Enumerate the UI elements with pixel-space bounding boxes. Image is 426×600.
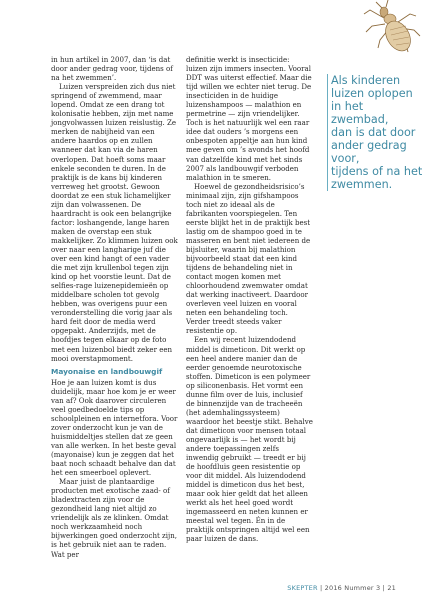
page-footer <box>287 584 396 592</box>
paragraph: Een wij recent luizendodend middel is dimeticon. Dit werkt op een heel andere manier dan de eerder genoemde neurotoxische stoffen. Dimeticon is een polymeer op siliconenbasis. Het vormt een dunne film over de luis, inclusief de binnenzijde van de tracheeën (het ademhalingssysteem) waardoor het beestje stikt. Behalve dat dimeticon voor mensen totaal ongevaarlijk is — het wordt bij andere toepassingen zelfs inwendig gebruikt — treedt er bij de hoofdluis geen resistentie op voor dit middel. Als luizendodend middel is dimeticon dus het best, maar ook hier geldt dat het alleen werkt als het heel goed wordt ingemasseerd en neten kunnen er meestal wel tegen. Én in de praktijk ontspringen altijd wel een paar luizen de dans. <box>186 335 313 544</box>
paragraph: in hun artikel in 2007, dan ‘is dat door ander gedrag voor, tijdens of na het zwemmen’. <box>51 55 173 83</box>
paragraph: Maar juist de plantaardige producten met exotische zaad- of bladextracten zijn voor de gezondheid lang niet altijd zo vriendelijk als ze klinken. Omdat noch werkzaamheid noch bijwerkingen goed onderzocht zijn, is het gebruik niet aan te raden. Wat per <box>51 477 177 559</box>
page-number: 21 <box>387 584 396 592</box>
section-subheading: Mayonaise en landbouwgif <box>51 366 163 376</box>
pull-quote-line: Als kinderen <box>331 74 401 87</box>
article-column-2 <box>186 55 313 544</box>
magazine-name: SKEPTER <box>287 584 318 592</box>
article-column-1 <box>51 55 178 559</box>
paragraph: Hoewel de gezondheidsrisico’s minimaal zijn, zijn gifshampoos toch niet zo ideaal als de fabrikanten voorspiegelen. Ten eerste blijkt het in de praktijk best lastig om de shampoo goed in te masseren en bent niet iedereen de bijsluiter, waarin bij malathion bijvoorbeeld staat dat een kind tijdens de behandeling niet in contact mogen komen met chloorhoudend zwemwater omdat dat werking inactiveert. Daardoor overleven veel luizen en vooral neten een behandeling toch. Verder treedt steeds vaker resistentie op. <box>186 181 311 336</box>
pull-quote <box>327 74 423 191</box>
head-louse-illustration <box>358 0 426 60</box>
pull-quote-line: luizen oplopen <box>331 87 413 100</box>
paragraph: Hoe je aan luizen komt is dus duidelijk, maar hoe kom je er weer van af? Ook daarover circuleren veel goedbedoelde tips op schoolpleinen en internetfora. Voor zover onderzocht kun je van de huismiddeltjes stellen dat ze geen van alle werken. In het beste geval (mayonaise) kun je zeggen dat het baat noch schaadt behalve dan dat het een smeerboel oplevert. <box>51 377 178 478</box>
pull-quote-line: tijdens of na het <box>331 165 423 178</box>
paragraph: Luizen verspreiden zich dus niet springend of zwemmend, maar lopend. Omdat ze een drang tot kolonisatie hebben, zijn met name jongvolwassen luizen reislustig. Ze merken de nabijheid van een andere haardos op en zullen wanneer dat kan via de haren overlopen. Dat hoeft soms maar enkele seconden te duren. In de praktijk is de kans bij kinderen verreweg het grootst. Gewoon doordat ze een stuk lichamelijker zijn dan volwassenen. De haardracht is ook een belangrijke factor: loshangende, lange haren maken de overstap een stuk makkelijker. Zo klimmen luizen ook over naar een langharige juf die over een kind hangt of een vader die met zijn krullenbol tegen zijn kind op het voorstie leunt. Dat de selfies-rage luizenepidemieën op middelbare scholen tot gevolg hebben, was overigens puur een veronderstelling die vorig jaar als hard feit door de media werd opgepakt. Anderzijds, met de hoofdjes tegen elkaar op de foto met een luizenbol biedt zeker een mooi overstapmoment. <box>51 82 178 363</box>
issue-info: | 2016 Nummer 3 | <box>320 584 386 592</box>
paragraph: definitie werkt is insecticide: luizen zijn immers insecten. Vooral DDT was uiterst effectief. Maar die tijd willen we echter niet terug. De insecticiden in de huidige luizenshampoos — malathion en permetrine — zijn vriendelijker. Toch is het natuurlijk wel een raar idee dat ouders ’s morgens een onbespoten appeltje aan hun kind mee geven om ’s avonds het hoofd van datzelfde kind met het sinds 2007 als landbouwgif verboden malathion in te smeren. <box>186 55 312 182</box>
pull-quote-line: zwemmen. <box>331 178 393 191</box>
pull-quote-line: ander gedrag voor, <box>331 139 407 165</box>
pull-quote-line: in het zwembad, <box>331 100 389 126</box>
pull-quote-line: dan is dat door <box>331 126 416 139</box>
